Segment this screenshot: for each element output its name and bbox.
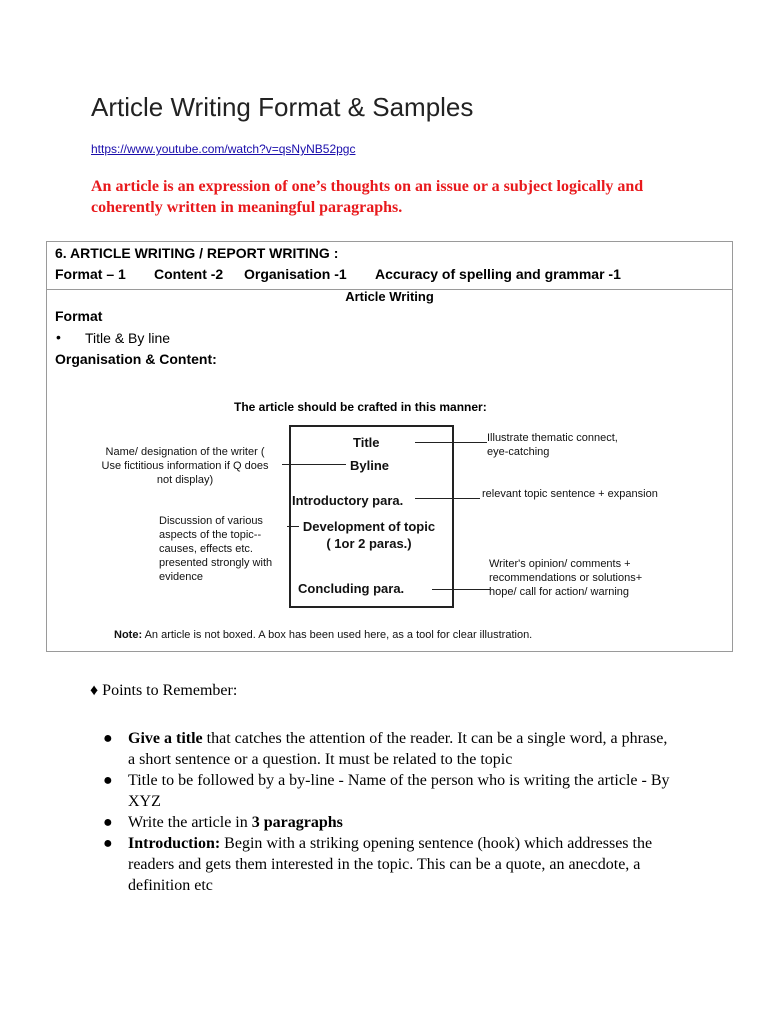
box-byline: Byline — [350, 458, 390, 473]
point-bold: 3 paragraphs — [251, 814, 343, 831]
article-definition: An article is an expression of one’s thoughts on an issue or a subject logically and coherently written in meaningful paragraphs. — [91, 178, 644, 216]
discussion-note: Discussion of various aspects of the topic-- causes, effects etc. presented strongly with evidence — [159, 515, 273, 583]
note-label: Note: — [114, 629, 143, 641]
points-list — [103, 728, 673, 896]
point-pre: Write the article in — [128, 814, 252, 831]
format-label: Format — [55, 308, 103, 324]
intro-note: relevant topic sentence + expansion — [482, 488, 658, 500]
crafted-caption: The article should be crafted in this manner: — [234, 400, 487, 414]
point-bold: Introduction: — [128, 835, 221, 852]
list-item — [103, 812, 673, 833]
mark-content: Content -2 — [154, 266, 224, 282]
point-bold: Give a title — [128, 730, 203, 747]
box-title: Title — [353, 435, 380, 450]
list-item — [103, 770, 673, 812]
point-text: Begin with a striking opening sentence (hook) which addresses the readers and gets them interested in the topic. This can be a quote, an anecdote, a definition etc — [128, 835, 653, 894]
note-text: An article is not boxed. A box has been used here, as a tool for clear illustration. — [144, 629, 533, 641]
mark-format: Format – 1 — [55, 266, 126, 282]
section-heading: 6. ARTICLE WRITING / REPORT WRITING : — [55, 245, 339, 261]
mark-accuracy: Accuracy of spelling and grammar -1 — [375, 266, 621, 282]
intro-connector — [415, 498, 480, 499]
box-development: Development of topic ( 1or 2 paras.) — [302, 519, 436, 551]
bullet-icon: • — [56, 329, 61, 345]
mark-organisation: Organisation -1 — [244, 266, 347, 282]
point-text: Title to be followed by a by-line - Name of the person who is writing the article - By XYZ — [128, 772, 670, 810]
figure-note — [114, 629, 532, 641]
box-intro: Introductory para. — [292, 493, 404, 508]
page-title: Article Writing Format & Samples — [91, 92, 474, 122]
points-heading: ♦ Points to Remember: — [90, 682, 238, 699]
development-connector — [287, 526, 299, 527]
bullet-icon: ● — [103, 772, 113, 789]
title-note-text: Illustrate thematic connect, eye-catching — [487, 432, 618, 458]
article-format-figure — [46, 241, 733, 652]
list-item — [103, 728, 673, 770]
concluding-note: Writer's opinion/ comments + recommendations or solutions+ hope/ call for action/ warning — [489, 558, 643, 598]
organisation-label: Organisation & Content: — [55, 351, 217, 367]
format-item: Title & By line — [85, 330, 171, 346]
youtube-link[interactable]: https://www.youtube.com/watch?v=qsNyNB52pgc — [91, 142, 356, 156]
title-note — [487, 431, 637, 459]
bullet-icon: ● — [103, 814, 113, 831]
box-concluding: Concluding para. — [298, 581, 405, 596]
name-note: Name/ designation of the writer ( Use fictitious information if Q does not display) — [101, 446, 269, 486]
title-connector — [415, 442, 487, 443]
bullet-icon: ● — [103, 730, 113, 747]
byline-connector — [282, 464, 346, 465]
list-item — [103, 833, 673, 896]
figure-heading: Article Writing — [345, 289, 434, 304]
point-text: that catches the attention of the reader. It can be a single word, a phrase, a short sentence or a question. It must be related to the topic — [128, 730, 668, 768]
concluding-connector — [432, 589, 490, 590]
bullet-icon: ● — [103, 835, 113, 852]
